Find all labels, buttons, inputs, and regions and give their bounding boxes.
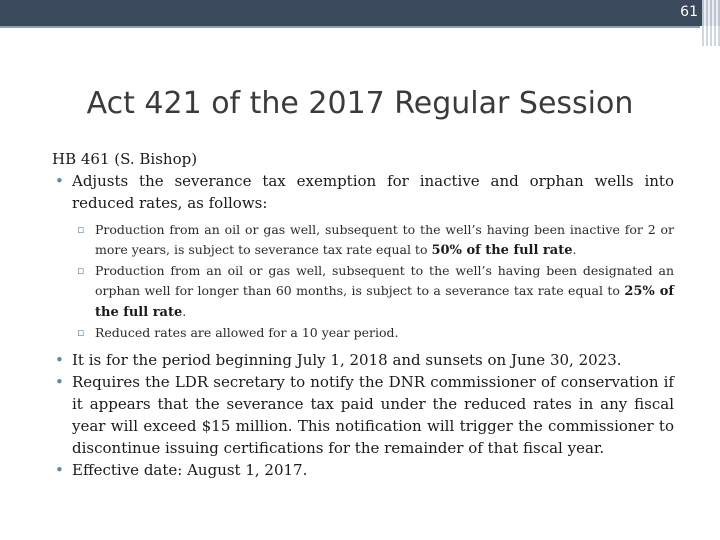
header-rule xyxy=(0,26,700,28)
slide-body xyxy=(52,148,674,481)
bullet-text: It is for the period beginning July 1, 2018 and sunsets on June 30, 2023. xyxy=(72,351,622,369)
bullet-item xyxy=(52,170,674,343)
bullet-text: Requires the LDR secretary to notify the DNR commissioner of conservation if it appears that the severance tax paid under the reduced rates in any fiscal year will exceed $15 million. This notification will trigger the commissioner to discontinue issuing certifications for the remainder of that fiscal year. xyxy=(72,373,674,457)
bullet-dot-icon: • xyxy=(55,461,64,479)
sub-bullet-text: Production from an oil or gas well, subsequent to the well’s having been designated an orphan well for longer than 60 months, is subject to a severance tax rate equal to xyxy=(95,263,674,298)
sub-bullet-text: Production from an oil or gas well, subsequent to the well’s having been inactive for 2 or more years, is subject to severance tax rate equal to xyxy=(95,222,674,257)
sub-bullet-emphasis: 50% of the full rate xyxy=(431,243,573,258)
sub-bullet-item xyxy=(72,220,674,261)
sub-bullet-text: Reduced rates are allowed for a 10 year period. xyxy=(95,325,399,340)
bullet-text: Effective date: August 1, 2017. xyxy=(72,461,308,479)
sub-bullet-item xyxy=(72,323,674,343)
slide-title: Act 421 of the 2017 Regular Session xyxy=(86,86,634,121)
square-bullet-icon: ▫ xyxy=(77,326,85,339)
bullet-item xyxy=(52,349,674,371)
sub-bullet-emphasis: 25% of the full rate xyxy=(95,284,674,320)
sub-bullet-item xyxy=(72,261,674,323)
slide-number: 61 xyxy=(680,4,698,20)
bullet-list xyxy=(52,170,674,481)
bullet-text: Adjusts the severance tax exemption for inactive and orphan wells into reduced rates, as follows: xyxy=(72,172,674,212)
bullet-item xyxy=(52,371,674,459)
square-bullet-icon: ▫ xyxy=(77,223,85,236)
bullet-item xyxy=(52,459,674,481)
decorative-stripes xyxy=(702,0,720,46)
bullet-dot-icon: • xyxy=(55,351,64,369)
square-bullet-icon: ▫ xyxy=(77,264,85,277)
bullet-dot-icon: • xyxy=(55,373,64,391)
bill-reference: HB 461 (S. Bishop) xyxy=(52,150,198,168)
sub-bullet-tail: . xyxy=(182,304,187,319)
header-bar xyxy=(0,0,720,26)
sub-bullet-tail: . xyxy=(572,242,577,257)
bullet-dot-icon: • xyxy=(55,172,64,190)
sub-bullet-list xyxy=(72,220,674,343)
